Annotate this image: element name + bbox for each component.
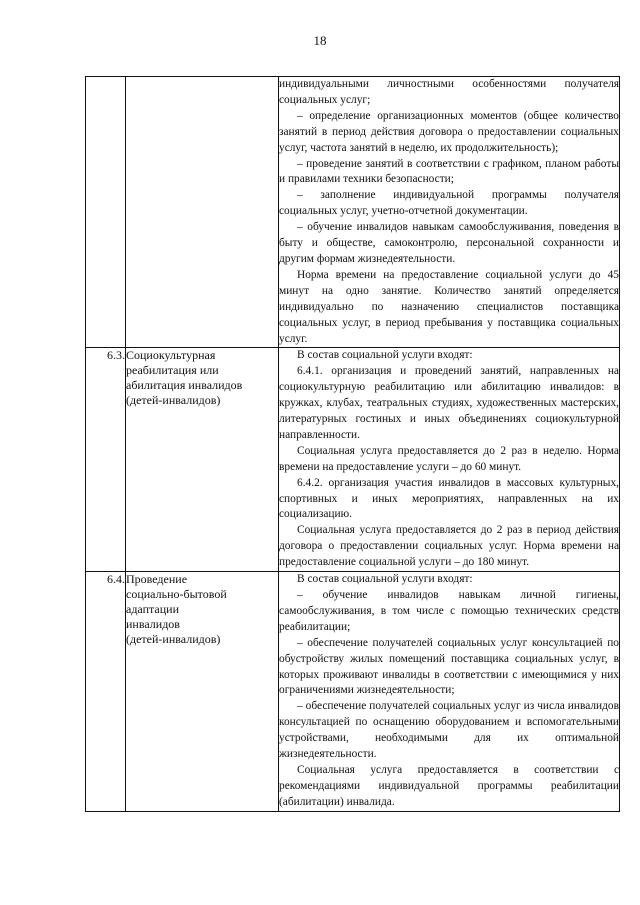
service-name-cell [126, 348, 279, 572]
service-name-line: (детей-инвалидов) [126, 393, 221, 408]
content-paragraph: 6.4.2. организация участия инвалидов в массовых культурных, спортивных и иных мероприятиях, направленных на их социализацию. [279, 476, 619, 521]
service-content-cell [279, 77, 620, 348]
content-paragraph: Норма времени на предоставление социальной услуги до 45 минут на одно занятие. Количество занятий определяется индивидуально по назначению специалистов поставщика социальных услуг, в период пребывания у поставщика социальных услуг. [279, 268, 619, 345]
content-paragraph: – заполнение индивидуальной программы получателя социальных услуг, учетно-отчетной документации. [279, 189, 619, 218]
content-paragraph: – проведение занятий в соответствии с графиком, планом работы и правилами техники безопасности; [279, 157, 619, 186]
content-paragraph: Социальная услуга предоставляется до 2 раз в неделю. Норма времени на предоставление услуги – до 60 минут. [279, 444, 619, 473]
content-paragraph: – обеспечение получателей социальных услуг из числа инвалидов консультацией по оснащению оборудованием и вспомогательными устройствами, необходимыми для их оптимальной жизнедеятельности. [279, 700, 619, 761]
service-name-line: абилитация инвалидов [126, 378, 243, 393]
service-name-line: социально-бытовой [126, 587, 227, 602]
row-number: 6.4. [86, 572, 126, 812]
content-paragraph: индивидуальными личностными особенностями получателя социальных услуг; [279, 78, 619, 106]
services-table-body [86, 77, 620, 812]
content-paragraph: – определение организационных моментов (общее количество занятий в период действия договора о предоставлении социальных услуг, частота занятий в неделю, их продолжительность); [279, 109, 619, 154]
service-content-cell [279, 348, 620, 572]
content-paragraph: 6.4.1. организация и проведений занятий, направленных на социокультурную реабилитацию или абилитацию инвалидов: в кружках, клубах, театральных студиях, художественных мастерских, литературных гостиных и иных объединениях социокультурной направленности. [279, 365, 619, 441]
service-name-line: Проведение [126, 572, 188, 587]
services-table [85, 76, 620, 812]
service-content-cell [279, 572, 620, 812]
row-number [86, 77, 126, 348]
content-paragraph: Социальная услуга предоставляется в соответствии с рекомендациями индивидуальной программы реабилитации (абилитации) инвалида. [279, 763, 619, 808]
table-row [86, 348, 620, 572]
service-name-cell [126, 572, 279, 812]
content-paragraph: Социальная услуга предоставляется до 2 раз в период действия договора о предоставлении социальных услуг. Норма времени на предоставление социальной услуги – до 180 минут. [279, 524, 619, 569]
content-paragraph: В состав социальной услуги входят: [297, 573, 473, 586]
table-row [86, 77, 620, 348]
service-name-line: адаптации [126, 602, 180, 617]
content-paragraph: – обучение инвалидов навыкам личной гигиены, самообслуживания, в том числе с помощью технических средств реабилитации; [279, 589, 619, 633]
content-paragraph: – обеспечение получателей социальных услуг консультацией по обустройству жилых помещений поставщика социальных услуг, в которых проживают инвалиды в соответствии с имеющимися у них ограничениями жизнедеятельности; [279, 636, 619, 697]
service-name-line: инвалидов [126, 617, 180, 632]
service-name-line: (детей-инвалидов) [126, 632, 221, 647]
content-paragraph: – обучение инвалидов навыкам самообслуживания, поведения в быту и обществе, самоконтролю, персональной сохранности и другим формам жизнедеятельности. [279, 221, 619, 265]
row-number: 6.3. [86, 348, 126, 572]
page-number: 18 [313, 33, 327, 48]
service-name-cell [126, 77, 279, 348]
service-name-line: Социокультурная [126, 348, 216, 363]
content-paragraph: В состав социальной услуги входят: [297, 349, 473, 362]
service-name-line: реабилитация или [126, 363, 219, 378]
table-row [86, 572, 620, 812]
